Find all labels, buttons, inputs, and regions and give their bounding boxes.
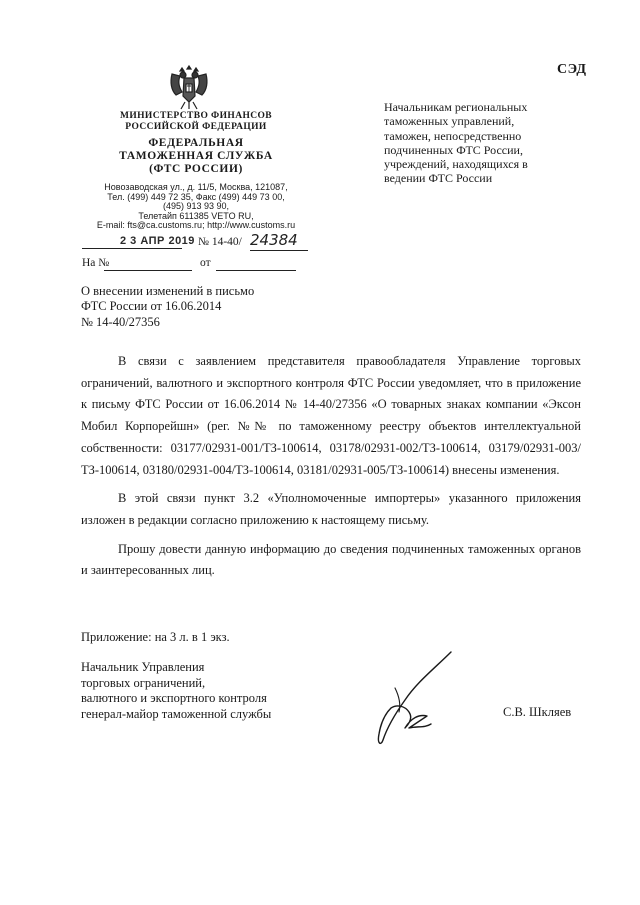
addressee-line: ведении ФТС России xyxy=(384,171,493,186)
signer-title-line: торговых ограничений, xyxy=(81,675,206,690)
reference-number-label: На № xyxy=(82,257,110,269)
address-line: Новозаводская ул., д. 11/5, Москва, 121087, xyxy=(104,182,288,192)
signer-title xyxy=(81,660,341,723)
ministry-line: РОССИЙСКОЙ ФЕДЕРАЦИИ xyxy=(125,122,267,132)
address-line: (495) 913 93 90, xyxy=(162,201,230,211)
outgoing-number-handwritten: 24384 xyxy=(250,231,298,249)
address-line: Телетайп 611385 VETO RU, xyxy=(138,210,254,221)
address-line: Тел. (499) 449 72 35, Факс (499) 449 73 00, xyxy=(107,191,285,202)
reference-number-blank xyxy=(104,270,192,271)
number-underline xyxy=(250,250,308,251)
signer-title-line: Начальник Управления xyxy=(81,660,205,674)
agency-line: ТАМОЖЕННАЯ СЛУЖБА xyxy=(119,150,273,162)
body-paragraph: В связи с заявлением представителя правообладателя Управление торговых ограничений, валютного и экспортного контроля ФТС России уведомляет, что в приложение к письму ФТС России от 16.06.2014 № 14-40/27356 «О товарных знаках компании «Эксон Мобил Корпорейшн» (рег. №№ по таможенному реестру объектов интеллектуальной собственности: 03177/02931-001/ТЗ-100614, 03178/02931-002/ТЗ-100614, 03179/02931-003/ТЗ-100614, 03180/02931-004/ТЗ-100614, 03181/02931-005/ТЗ-100614) внесены изменения. xyxy=(81,354,581,477)
addressee-line: подчиненных ФТС России, xyxy=(384,142,523,157)
subject-line: О внесении изменений в письмо xyxy=(81,284,255,298)
reference-date-label: от xyxy=(200,257,211,269)
agency-line: ФЕДЕРАЛЬНАЯ xyxy=(148,137,244,149)
addressee-line: таможен, непосредственно xyxy=(384,128,522,143)
outgoing-number-label: № 14-40/ xyxy=(198,236,242,248)
subject-line: ФТС России от 16.06.2014 xyxy=(81,299,222,314)
coat-of-arms-emblem xyxy=(168,62,210,112)
ministry-name xyxy=(96,111,296,133)
subject-line: № 14-40/27356 xyxy=(81,314,160,329)
reference-date-blank xyxy=(216,270,296,271)
letter-body xyxy=(81,351,581,582)
addressee-block xyxy=(384,100,584,186)
addressee-line: Начальникам региональных xyxy=(384,100,528,114)
signer-title-line: генерал-майор таможенной службы xyxy=(81,707,272,722)
date-stamp: 2 3 АПР 2019 xyxy=(120,235,195,247)
addressee-line: учреждений, находящихся в xyxy=(384,157,528,172)
attachment-note: Приложение: на 3 л. в 1 экз. xyxy=(81,630,230,644)
ministry-line: МИНИСТЕРСТВО ФИНАНСОВ xyxy=(119,111,273,121)
body-paragraph: Прошу довести данную информацию до сведения подчиненных таможенных органов и заинтересованных лиц. xyxy=(81,541,581,578)
document-mark: СЭД xyxy=(557,62,587,77)
signer-name: С.В. Шкляев xyxy=(503,705,572,719)
registration-line xyxy=(82,231,312,252)
date-underline xyxy=(82,248,182,249)
body-paragraph: В этой связи пункт 3.2 «Уполномоченные импортеры» указанного приложения изложен в редакции согласно приложению к настоящему письму. xyxy=(81,491,581,527)
reference-line xyxy=(82,257,312,273)
addressee-line: таможенных управлений, xyxy=(384,114,515,129)
agency-name xyxy=(96,137,296,176)
handwritten-signature xyxy=(365,648,455,748)
address-line: E-mail: fts@ca.customs.ru; http://www.customs.ru xyxy=(96,220,296,230)
letter-subject xyxy=(81,284,311,330)
agency-line: (ФТС РОССИИ) xyxy=(149,163,243,175)
signer-title-line: валютного и экспортного контроля xyxy=(81,691,267,706)
agency-address xyxy=(86,183,306,231)
